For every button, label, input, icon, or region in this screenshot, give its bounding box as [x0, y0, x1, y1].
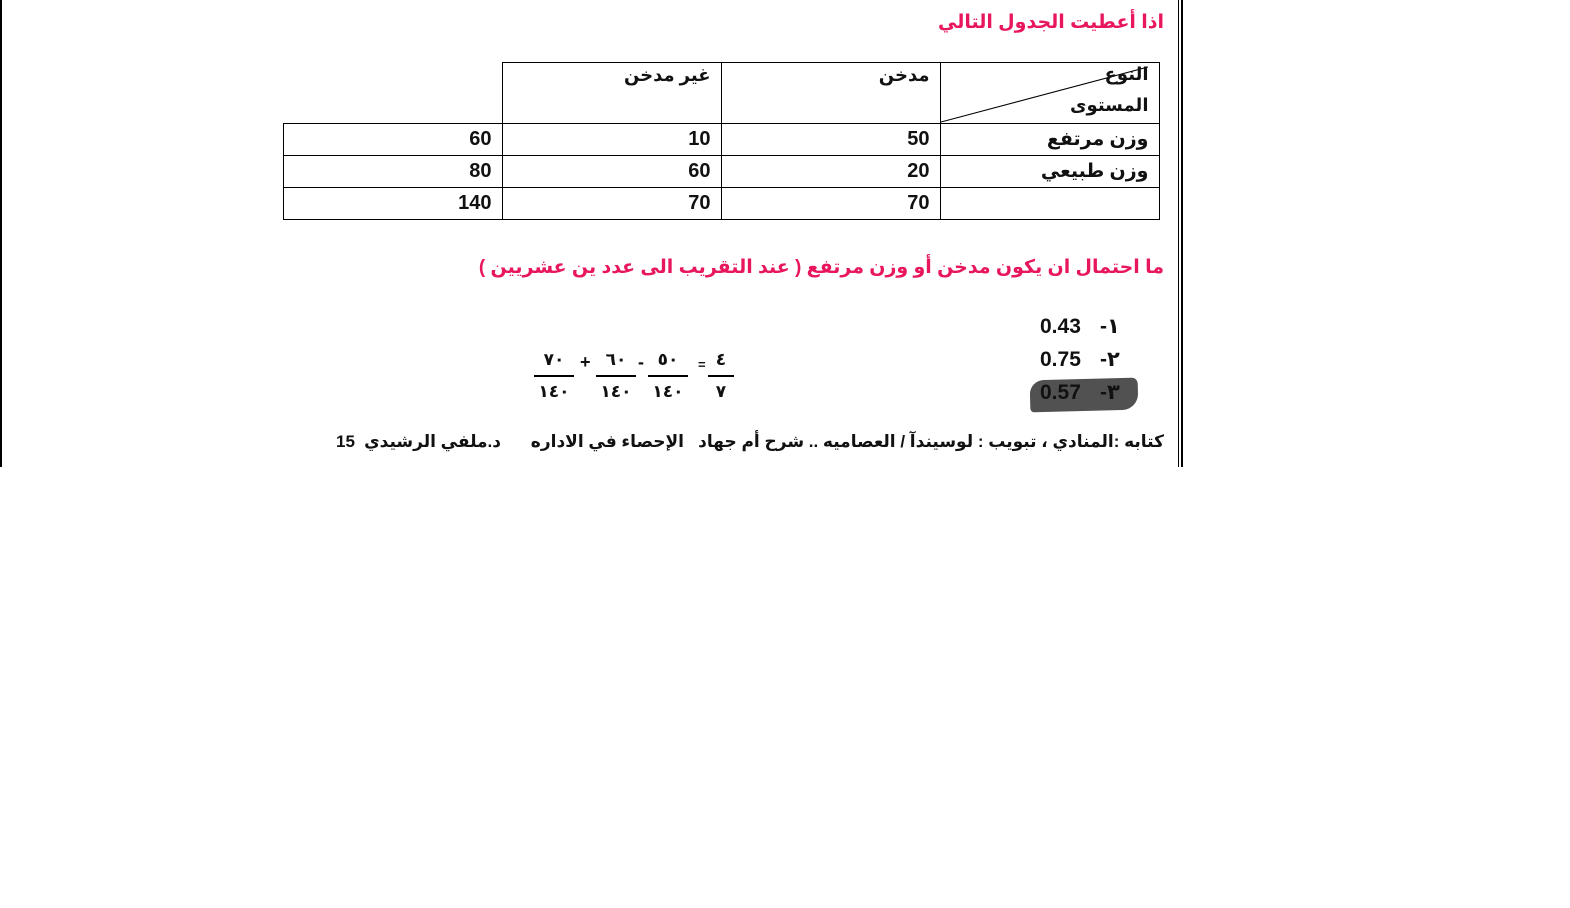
fraction-numerator: ٤: [715, 350, 727, 369]
footer-credits: كتابه :المنادي ، تبويب : لوسيندآ / العصاميه .. شرح أم جهاد: [698, 432, 1164, 451]
option-index: -٣: [1100, 381, 1120, 404]
cell-non-smoker: 60: [502, 156, 721, 188]
heading-given-table: اذا أعطيت الجدول التالي: [938, 12, 1164, 33]
answer-option[interactable]: [1040, 310, 1120, 343]
page-number: 15: [336, 432, 355, 451]
table-blank-cell: [284, 63, 503, 124]
fraction-denominator: ١٤٠: [652, 382, 684, 401]
option-value: 0.57: [1040, 381, 1081, 404]
option-value: 0.43: [1040, 315, 1081, 338]
page-right-border-thick: [1181, 0, 1183, 467]
cell-non-smoker-total: 70: [502, 188, 721, 220]
fraction-denominator: ١٤٠: [538, 382, 570, 401]
column-header-non-smoker: غير مدخن: [502, 63, 721, 124]
option-index: -١: [1100, 315, 1120, 338]
fraction-denominator: ٧: [715, 382, 727, 401]
corner-header-level: المستوى: [1070, 95, 1149, 115]
fraction-bar: [596, 375, 636, 377]
column-header-smoker: مدخن: [721, 63, 940, 124]
page-right-border: [1178, 0, 1179, 467]
answer-option-selected[interactable]: [1040, 376, 1120, 409]
fraction-bar: [534, 375, 574, 377]
fraction-result: [708, 348, 734, 404]
cell-non-smoker: 10: [502, 124, 721, 156]
cell-smoker-total: 70: [721, 188, 940, 220]
cell-smoker: 20: [721, 156, 940, 188]
contingency-table: [283, 62, 1160, 220]
cell-smoker: 50: [721, 124, 940, 156]
table-row-totals: [284, 188, 1160, 220]
question-text: ما احتمال ان يكون مدخن أو وزن مرتفع ( عند التقريب الى عدد ين عشريين ): [478, 257, 1164, 278]
table-header-row: [284, 63, 1160, 124]
row-label: وزن طبيعي: [940, 156, 1159, 188]
fraction-high-weight: [596, 348, 636, 404]
footer-course-title: الإحصاء في الاداره: [530, 432, 684, 451]
fraction-numerator: ٧٠: [543, 350, 565, 369]
fraction-numerator: ٦٠: [605, 350, 627, 369]
footer-author: د.ملفي الرشيدي: [364, 432, 501, 451]
equals-sign: =: [698, 357, 706, 372]
option-index: -٢: [1100, 348, 1120, 371]
row-label-empty: [940, 188, 1159, 220]
fraction-bar: [708, 375, 734, 377]
option-value: 0.75: [1040, 348, 1081, 371]
fraction-numerator: ٥٠: [657, 350, 679, 369]
table-row: [284, 156, 1160, 188]
fraction-intersection: [648, 348, 688, 404]
page-left-border: [0, 0, 2, 467]
plus-sign: +: [580, 352, 591, 372]
row-label: وزن مرتفع: [940, 124, 1159, 156]
answer-options: [1040, 310, 1120, 409]
minus-sign: -: [638, 352, 644, 372]
answer-option[interactable]: [1040, 343, 1120, 376]
cell-total: 60: [284, 124, 503, 156]
fraction-denominator: ١٤٠: [600, 382, 632, 401]
corner-header-type: النوع: [1104, 64, 1149, 84]
fraction-smoker: [534, 348, 574, 404]
cell-total: 80: [284, 156, 503, 188]
table-row: [284, 124, 1160, 156]
cell-grand-total: 140: [284, 188, 503, 220]
fraction-bar: [648, 375, 688, 377]
corner-header-cell: [940, 63, 1159, 124]
